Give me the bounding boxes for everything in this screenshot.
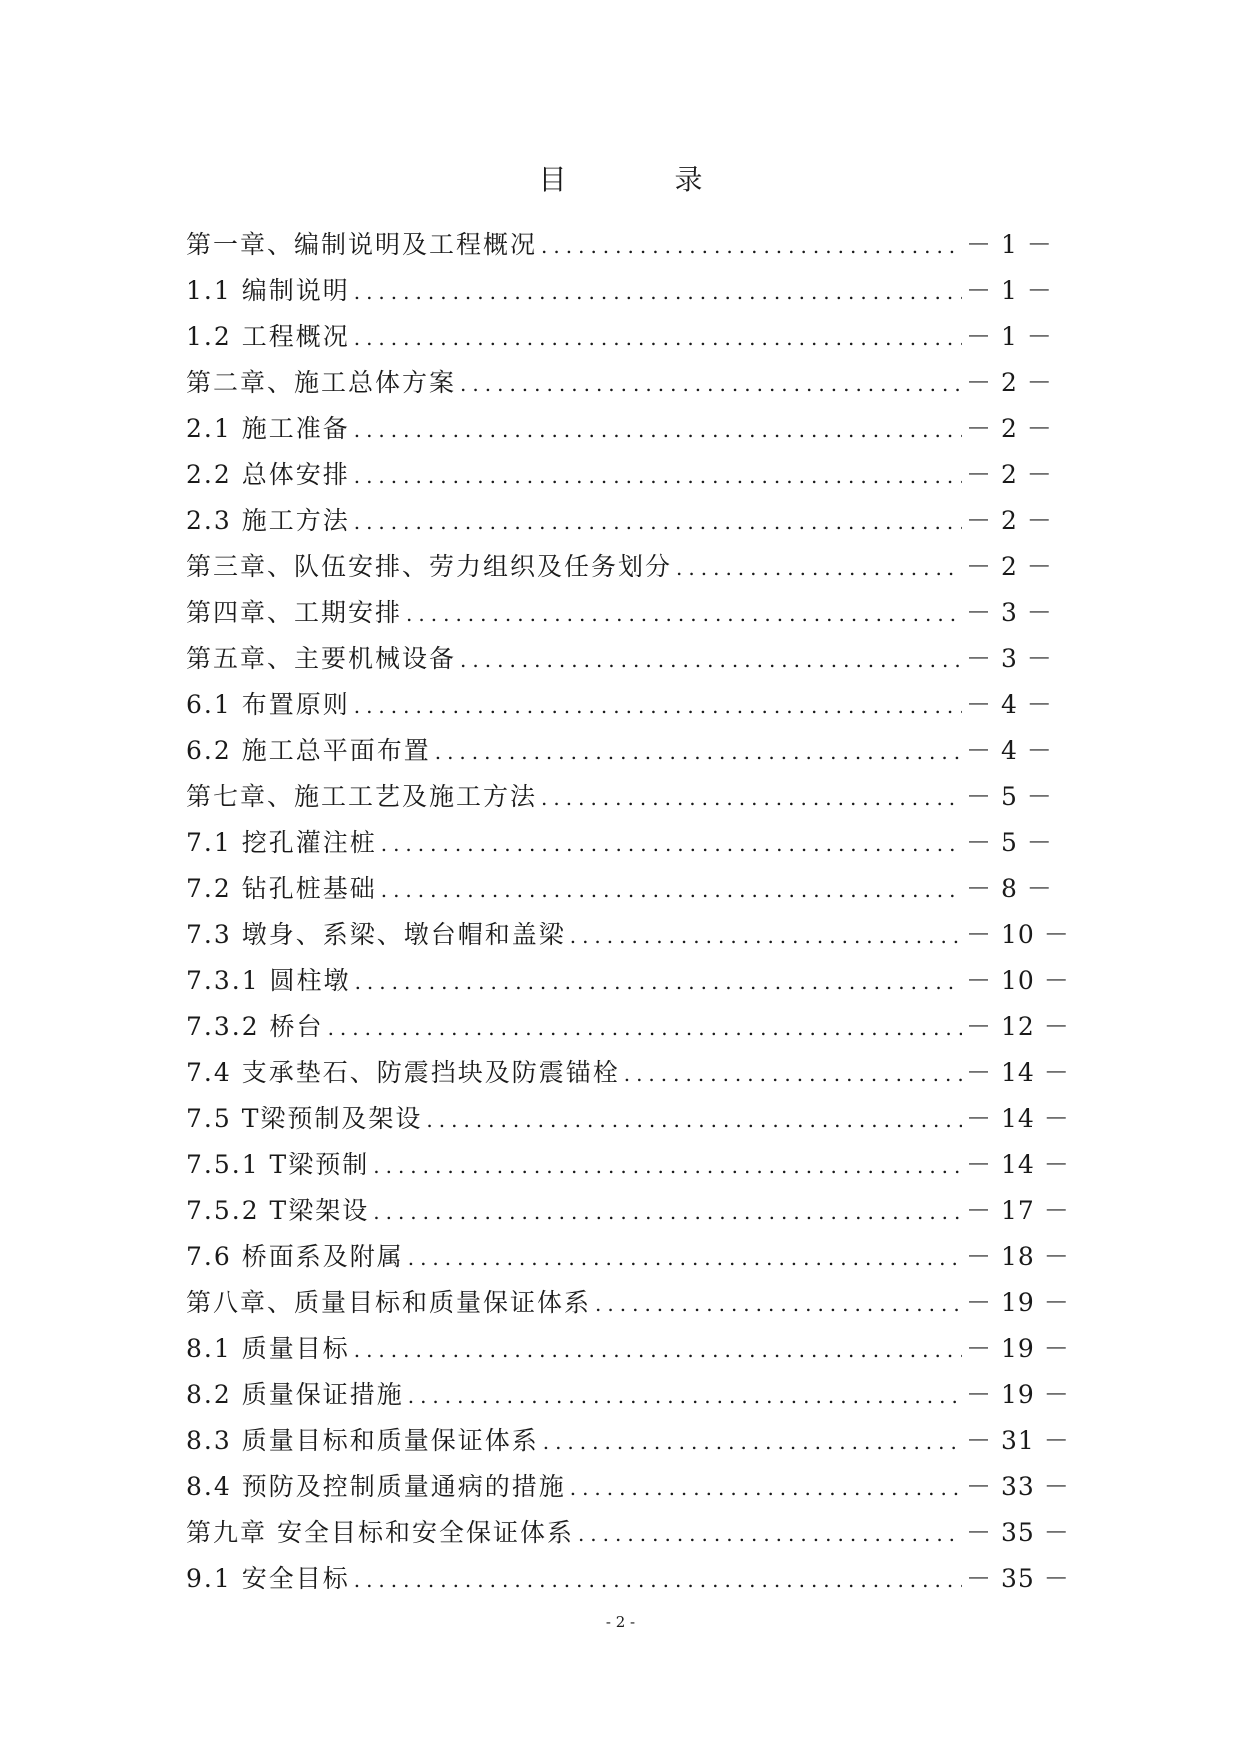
toc-entry[interactable] bbox=[186, 774, 1053, 820]
toc-dot-leader bbox=[408, 1235, 962, 1281]
toc-dot-leader bbox=[373, 1143, 962, 1189]
toc-entry-page-number: － 5 － bbox=[966, 782, 1053, 811]
toc-entry[interactable] bbox=[186, 1050, 1070, 1096]
toc-entry-page-number: － 2 － bbox=[966, 506, 1053, 535]
toc-entry-label: 7.5.2 T梁架设 bbox=[186, 1196, 370, 1225]
toc-entry[interactable] bbox=[186, 590, 1053, 636]
toc-entry-page-number: － 10 － bbox=[966, 966, 1070, 995]
toc-entry-label: 7.3.1 圆柱墩 bbox=[186, 966, 351, 995]
toc-dot-leader bbox=[328, 1005, 962, 1051]
toc-entry-label: 第八章、质量目标和质量保证体系 bbox=[186, 1288, 592, 1317]
toc-dot-leader bbox=[543, 1419, 962, 1465]
toc-entry-page-number: － 2 － bbox=[966, 414, 1053, 443]
toc-entry-page-number: － 4 － bbox=[966, 690, 1053, 719]
toc-entry[interactable] bbox=[186, 222, 1053, 268]
toc-entry-label: 8.1 质量目标 bbox=[186, 1334, 350, 1363]
toc-entry-label: 7.1 挖孔灌注桩 bbox=[186, 828, 377, 857]
toc-dot-leader bbox=[354, 269, 962, 315]
toc-entry-page-number: － 2 － bbox=[966, 552, 1053, 581]
table-of-contents bbox=[186, 222, 1070, 1602]
toc-entry-page-number: － 19 － bbox=[966, 1380, 1070, 1409]
toc-entry[interactable] bbox=[186, 636, 1053, 682]
toc-entry-label: 第二章、施工总体方案 bbox=[186, 368, 457, 397]
toc-entry[interactable] bbox=[186, 1372, 1070, 1418]
toc-dot-leader bbox=[408, 1373, 962, 1419]
toc-dot-leader bbox=[435, 729, 962, 775]
toc-dot-leader bbox=[460, 361, 962, 407]
toc-entry[interactable] bbox=[186, 1096, 1070, 1142]
toc-dot-leader bbox=[541, 775, 962, 821]
toc-entry[interactable] bbox=[186, 314, 1053, 360]
toc-entry-label: 8.4 预防及控制质量通病的措施 bbox=[186, 1472, 566, 1501]
toc-entry-page-number: － 14 － bbox=[966, 1150, 1070, 1179]
toc-dot-leader bbox=[373, 1189, 962, 1235]
toc-entry[interactable] bbox=[186, 1510, 1070, 1556]
toc-dot-leader bbox=[354, 315, 962, 361]
toc-entry[interactable] bbox=[186, 1234, 1070, 1280]
page-title: 目 录 bbox=[538, 163, 743, 196]
toc-entry-page-number: － 4 － bbox=[966, 736, 1053, 765]
toc-dot-leader bbox=[354, 1327, 962, 1373]
toc-entry-label: 7.6 桥面系及附属 bbox=[186, 1242, 404, 1271]
toc-entry[interactable] bbox=[186, 1556, 1070, 1602]
toc-entry[interactable] bbox=[186, 268, 1053, 314]
toc-entry[interactable] bbox=[186, 1326, 1070, 1372]
toc-entry-label: 1.1 编制说明 bbox=[186, 276, 350, 305]
toc-entry-label: 第一章、编制说明及工程概况 bbox=[186, 230, 538, 259]
toc-entry[interactable] bbox=[186, 1464, 1070, 1510]
toc-entry-label: 9.1 安全目标 bbox=[186, 1564, 350, 1593]
toc-entry[interactable] bbox=[186, 544, 1053, 590]
toc-entry-label: 7.4 支承垫石、防震挡块及防震锚栓 bbox=[186, 1058, 620, 1087]
toc-entry-page-number: － 3 － bbox=[966, 644, 1053, 673]
toc-entry-page-number: － 12 － bbox=[966, 1012, 1070, 1041]
toc-entry-page-number: － 1 － bbox=[966, 322, 1053, 351]
toc-entry-label: 第九章 安全目标和安全保证体系 bbox=[186, 1518, 574, 1547]
toc-entry-page-number: － 17 － bbox=[966, 1196, 1070, 1225]
toc-entry-page-number: － 1 － bbox=[966, 276, 1053, 305]
toc-entry-label: 2.3 施工方法 bbox=[186, 506, 350, 535]
toc-entry-label: 7.5.1 T梁预制 bbox=[186, 1150, 370, 1179]
toc-entry-label: 6.1 布置原则 bbox=[186, 690, 350, 719]
toc-entry[interactable] bbox=[186, 866, 1053, 912]
toc-entry-label: 2.1 施工准备 bbox=[186, 414, 350, 443]
toc-entry-page-number: － 18 － bbox=[966, 1242, 1070, 1271]
toc-entry[interactable] bbox=[186, 958, 1070, 1004]
toc-dot-leader bbox=[381, 867, 962, 913]
toc-dot-leader bbox=[354, 407, 962, 453]
toc-entry[interactable] bbox=[186, 498, 1053, 544]
toc-dot-leader bbox=[406, 591, 962, 637]
toc-entry-label: 7.5 T梁预制及架设 bbox=[186, 1104, 423, 1133]
toc-entry-page-number: － 19 － bbox=[966, 1334, 1070, 1363]
toc-entry[interactable] bbox=[186, 360, 1053, 406]
toc-entry[interactable] bbox=[186, 1280, 1070, 1326]
toc-entry[interactable] bbox=[186, 406, 1053, 452]
toc-entry-page-number: － 14 － bbox=[966, 1058, 1070, 1087]
toc-entry-label: 1.2 工程概况 bbox=[186, 322, 350, 351]
toc-entry[interactable] bbox=[186, 820, 1053, 866]
toc-dot-leader bbox=[460, 637, 962, 683]
toc-entry-page-number: － 19 － bbox=[966, 1288, 1070, 1317]
toc-entry-label: 第五章、主要机械设备 bbox=[186, 644, 457, 673]
toc-entry-page-number: － 2 － bbox=[966, 368, 1053, 397]
toc-entry[interactable] bbox=[186, 452, 1053, 498]
toc-entry-label: 7.3.2 桥台 bbox=[186, 1012, 324, 1041]
toc-entry-label: 7.3 墩身、系梁、墩台帽和盖梁 bbox=[186, 920, 566, 949]
toc-entry[interactable] bbox=[186, 1418, 1070, 1464]
toc-entry[interactable] bbox=[186, 912, 1070, 958]
toc-entry[interactable] bbox=[186, 1142, 1070, 1188]
toc-entry-page-number: － 33 － bbox=[966, 1472, 1070, 1501]
toc-entry-page-number: － 8 － bbox=[966, 874, 1053, 903]
toc-dot-leader bbox=[354, 1557, 962, 1603]
page-footer-number: - 2 - bbox=[605, 1613, 636, 1631]
toc-entry-label: 7.2 钻孔桩基础 bbox=[186, 874, 377, 903]
toc-dot-leader bbox=[426, 1097, 962, 1143]
toc-entry-label: 6.2 施工总平面布置 bbox=[186, 736, 431, 765]
toc-dot-leader bbox=[381, 821, 962, 867]
toc-dot-leader bbox=[676, 545, 962, 591]
toc-dot-leader bbox=[354, 683, 962, 729]
toc-entry-page-number: － 1 － bbox=[966, 230, 1053, 259]
toc-dot-leader bbox=[354, 499, 962, 545]
toc-entry-label: 8.2 质量保证措施 bbox=[186, 1380, 404, 1409]
toc-dot-leader bbox=[541, 223, 962, 269]
toc-entry-label: 第三章、队伍安排、劳力组织及任务划分 bbox=[186, 552, 673, 581]
toc-entry-label: 8.3 质量目标和质量保证体系 bbox=[186, 1426, 539, 1455]
toc-entry[interactable] bbox=[186, 682, 1053, 728]
toc-entry[interactable] bbox=[186, 1188, 1070, 1234]
toc-entry[interactable] bbox=[186, 1004, 1070, 1050]
toc-dot-leader bbox=[570, 1465, 962, 1511]
toc-entry-label: 第四章、工期安排 bbox=[186, 598, 403, 627]
toc-entry-page-number: － 31 － bbox=[966, 1426, 1070, 1455]
toc-dot-leader bbox=[578, 1511, 962, 1557]
toc-entry-page-number: － 35 － bbox=[966, 1564, 1070, 1593]
toc-entry-page-number: － 2 － bbox=[966, 460, 1053, 489]
toc-entry[interactable] bbox=[186, 728, 1053, 774]
toc-dot-leader bbox=[624, 1051, 962, 1097]
toc-entry-label: 2.2 总体安排 bbox=[186, 460, 350, 489]
toc-entry-page-number: － 5 － bbox=[966, 828, 1053, 857]
toc-entry-label: 第七章、施工工艺及施工方法 bbox=[186, 782, 538, 811]
toc-entry-page-number: － 3 － bbox=[966, 598, 1053, 627]
toc-dot-leader bbox=[595, 1281, 962, 1327]
toc-dot-leader bbox=[354, 453, 962, 499]
toc-dot-leader bbox=[355, 959, 962, 1005]
toc-entry-page-number: － 10 － bbox=[966, 920, 1070, 949]
toc-entry-page-number: － 35 － bbox=[966, 1518, 1070, 1547]
toc-entry-page-number: － 14 － bbox=[966, 1104, 1070, 1133]
toc-dot-leader bbox=[570, 913, 962, 959]
